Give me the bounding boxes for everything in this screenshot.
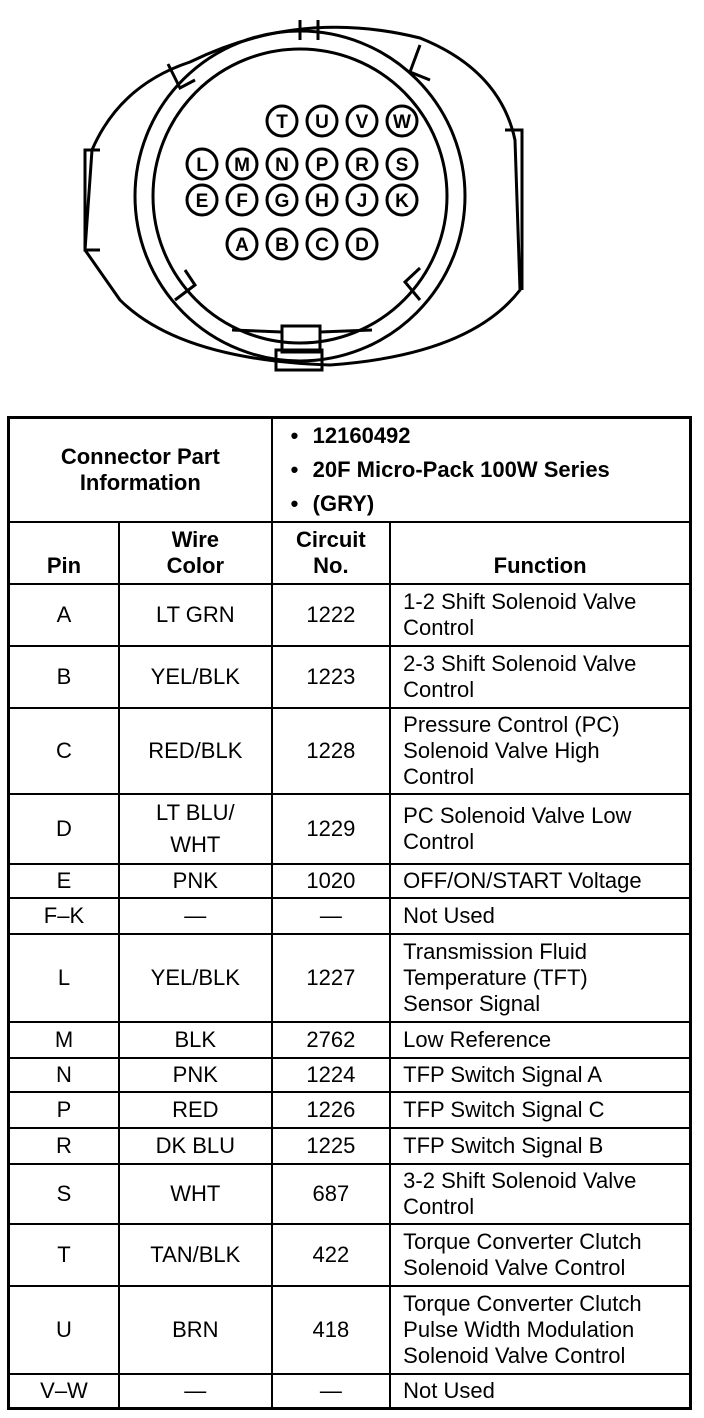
wire-color-cell [119,1224,272,1286]
circuit-number-cell: 1228 [272,708,391,794]
pin-cell: A [9,584,119,646]
table-row [9,708,691,794]
connector-locking-tab [282,326,320,352]
part-info-label-line2: Information [79,470,201,495]
circuit-number-cell: 1223 [272,646,391,708]
function-cell [390,708,690,794]
pin-cell: T [9,1224,119,1286]
wire-color-line: BRN [172,1317,219,1342]
function-line: OFF/ON/START Voltage [403,868,642,893]
part-info-row [9,418,691,523]
wire-color-line: DK BLU [155,1133,236,1158]
function-cell [390,1286,690,1374]
wire-color-line: WHT [170,832,221,857]
connector-pin-h [307,185,337,215]
pin-cell: B [9,646,119,708]
function-cell [390,1224,690,1286]
pin-cell: N [9,1058,119,1092]
function-cell [390,794,690,864]
function-line: Sensor Signal [403,991,541,1016]
pin-cell: E [9,864,119,898]
header-pin-label: Pin [46,553,82,578]
connector-pin-j [347,185,377,215]
connector-pin-m [227,149,257,179]
pin-cell: P [9,1092,119,1128]
table-row [9,864,691,898]
circuit-number-cell: 1227 [272,934,391,1022]
wire-color-line: YEL/BLK [150,965,240,990]
connector-pin-label: A [235,235,249,256]
header-wire-color-line2: Color [166,553,225,578]
circuit-number-cell: 2762 [272,1022,391,1058]
connector-pin-label: C [315,235,329,256]
function-cell [390,934,690,1022]
function-cell [390,646,690,708]
wire-color-line: RED [172,1097,219,1122]
circuit-number-cell: — [272,1374,391,1408]
connector-pin-label: G [274,191,290,212]
header-circuit-line2: No. [313,553,349,578]
connector-pin-w [387,106,417,136]
header-circuit-no [272,522,391,584]
part-number: • 12160492 [283,419,681,453]
wire-color-line: PNK [172,868,218,893]
wire-color-cell [119,898,272,934]
connector-pin-label: T [276,112,288,133]
function-line: Control [403,615,475,640]
wire-color-cell [119,1374,272,1408]
connector-pin-l [187,149,217,179]
circuit-number-cell: 1224 [272,1058,391,1092]
circuit-number-cell: 1020 [272,864,391,898]
function-line: PC Solenoid Valve Low [403,803,632,828]
wire-color-line: LT GRN [155,602,235,627]
header-wire-color [119,522,272,584]
connector-face-diagram [0,0,704,400]
function-cell [390,584,690,646]
wire-color-line: LT BLU/ [155,800,235,825]
function-line: Pulse Width Modulation [403,1317,635,1342]
function-cell [390,898,690,934]
pin-cell: L [9,934,119,1022]
part-info-label-line1: Connector Part [60,444,220,469]
wire-color-cell [119,1286,272,1374]
function-line: Solenoid Valve Control [403,1255,626,1280]
function-line: Transmission Fluid [403,939,587,964]
wire-color-line: BLK [174,1027,217,1052]
function-line: Control [403,829,475,854]
function-line: 3-2 Shift Solenoid Valve [403,1168,637,1193]
wire-color-cell [119,584,272,646]
pin-cell: R [9,1128,119,1164]
connector-pin-d [347,229,377,259]
table-row [9,934,691,1022]
table-header-row [9,522,691,584]
connector-pin-label: P [315,155,329,176]
function-cell [390,1128,690,1164]
connector-pin-r [347,149,377,179]
function-line: Torque Converter Clutch [403,1229,642,1254]
circuit-number-cell: 1222 [272,584,391,646]
function-line: Control [403,764,475,789]
table-row [9,584,691,646]
function-line: Low Reference [403,1027,552,1052]
connector-pin-label: H [315,191,329,212]
connector-pin-label: J [356,191,368,212]
circuit-number-cell: 687 [272,1164,391,1224]
function-line: TFP Switch Signal C [403,1097,605,1122]
wire-color-line: PNK [172,1062,218,1087]
connector-pin-a [227,229,257,259]
function-line: TFP Switch Signal B [403,1133,604,1158]
connector-pin-f [227,185,257,215]
wire-color-line: YEL/BLK [150,664,240,689]
part-info-values [272,418,691,523]
wire-color-cell [119,1058,272,1092]
function-cell [390,1058,690,1092]
circuit-number-cell: 422 [272,1224,391,1286]
wire-color-cell [119,1022,272,1058]
table-row [9,1058,691,1092]
table-row [9,1128,691,1164]
wire-color-cell [119,1092,272,1128]
wire-color-line: RED/BLK [148,738,243,763]
table-row [9,1374,691,1408]
wire-color-cell [119,1128,272,1164]
header-wire-color-line1: Wire [171,527,220,552]
table-row [9,1224,691,1286]
connector-pin-label: D [355,235,369,256]
connector-pin-k [387,185,417,215]
pin-cell: F–K [9,898,119,934]
function-cell [390,864,690,898]
pin-cell: D [9,794,119,864]
connector-pin-p [307,149,337,179]
circuit-number-cell: 418 [272,1286,391,1374]
function-line: 2-3 Shift Solenoid Valve [403,651,637,676]
pin-cell: V–W [9,1374,119,1408]
table-row [9,1286,691,1374]
pin-cell: U [9,1286,119,1374]
connector-color: • (GRY) [283,487,681,521]
connector-pin-label: L [196,155,208,176]
function-line: Temperature (TFT) [403,965,588,990]
circuit-number-cell: — [272,898,391,934]
wire-color-line: — [184,903,207,928]
header-pin [9,522,119,584]
connector-pin-label: B [275,235,289,256]
function-cell [390,1022,690,1058]
wire-color-line: — [184,1377,207,1403]
connector-pin-layer [187,106,417,259]
circuit-number-cell: 1226 [272,1092,391,1128]
function-line: Control [403,677,475,702]
connector-key-notch-top-right [410,45,430,80]
connector-pin-label: V [355,112,369,133]
connector-pin-s [387,149,417,179]
wire-color-cell [119,934,272,1022]
function-line: Pressure Control (PC) [403,712,620,737]
function-line: Solenoid Valve High [403,738,600,763]
connector-pin-label: K [395,191,409,212]
connector-pin-label: E [195,191,209,212]
connector-pin-c [307,229,337,259]
connector-outer-shell [85,27,520,365]
connector-pin-g [267,185,297,215]
function-line: Not Used [403,1377,495,1403]
connector-pin-label: R [355,155,369,176]
pinout-table [7,416,692,1410]
connector-pin-label: U [315,112,329,133]
function-line: 1-2 Shift Solenoid Valve [403,589,637,614]
function-line: Torque Converter Clutch [403,1291,642,1316]
wire-color-cell [119,794,272,864]
connector-pin-e [187,185,217,215]
wire-color-line: WHT [170,1181,221,1206]
connector-pin-b [267,229,297,259]
wire-color-cell [119,708,272,794]
header-function-label: Function [493,553,587,578]
pin-cell: C [9,708,119,794]
connector-pin-u [307,106,337,136]
header-circuit-line1: Circuit [296,527,366,552]
function-cell [390,1092,690,1128]
function-line: TFP Switch Signal A [403,1062,603,1087]
connector-pin-n [267,149,297,179]
connector-pin-label: F [236,191,248,212]
function-line: Not Used [403,903,495,928]
pin-cell: S [9,1164,119,1224]
wire-color-cell [119,1164,272,1224]
table-row [9,1164,691,1224]
circuit-number-cell: 1229 [272,794,391,864]
table-row [9,1022,691,1058]
function-cell [390,1374,690,1408]
connector-pin-label: S [395,155,409,176]
pin-cell: M [9,1022,119,1058]
circuit-number-cell: 1225 [272,1128,391,1164]
wire-color-line: TAN/BLK [150,1242,241,1267]
part-info-label [9,418,272,523]
table-row [9,898,691,934]
function-line: Solenoid Valve Control [403,1343,626,1368]
connector-pin-label: M [234,155,250,176]
connector-pin-t [267,106,297,136]
connector-tab-rail [232,330,372,332]
connector-pin-label: W [393,112,411,133]
part-info-list [283,419,681,521]
function-cell [390,1164,690,1224]
header-function [390,522,690,584]
wire-color-cell [119,646,272,708]
wire-color-cell [119,864,272,898]
table-row [9,646,691,708]
connector-series: • 20F Micro-Pack 100W Series [283,453,681,487]
table-row [9,1092,691,1128]
function-line: Control [403,1194,475,1219]
connector-pin-label: N [275,155,289,176]
connector-pin-v [347,106,377,136]
table-row [9,794,691,864]
